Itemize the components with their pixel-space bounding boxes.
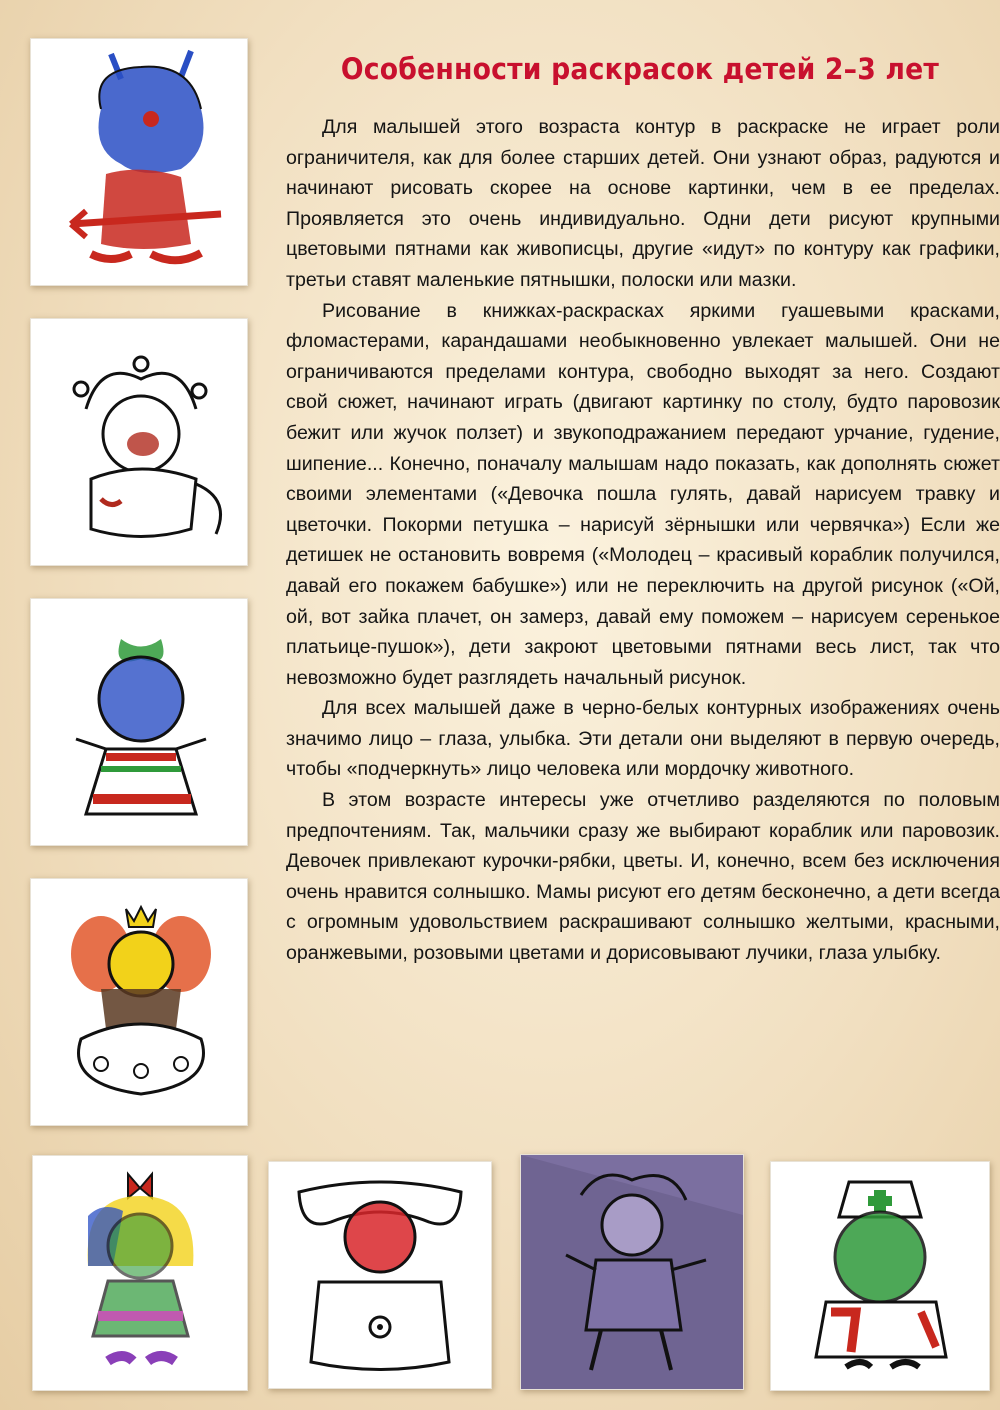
illustration-card-jester xyxy=(30,318,248,566)
paragraph: Рисование в книжках-раскрасках яркими гуашевыми красками, фломастерами, карандашами необыкновенно увлекает малышей. Они не ограничиваются пределами контура, свободно выходят за него. Создают свой сюжет, начинают играть (двигают картинку по столу, будто паровозик бежит или жучок ползет) и звукоподражанием передают урчание, гудение, шипение... Конечно, поначалу малышам надо показать, как дополнять сюжет своими элементами («Девочка пошла гулять, давай нарисуем травку и цветочки. Покорми петушка – нарисуй зёрнышки или червячка») Если же детишек не остановить вовремя («Молодец – красивый кораблик получился, давай его покажем бабушке») или не переключить на другой рисунок («Ой, ой, вот зайка плачет, он замерз, давай ему поможем – нарисуем серенькое платьице-пушок»), дети закроют цветовыми пятнами весь лист, так что невозможно будет разглядеть начальный рисунок. xyxy=(286,299,1000,689)
illustration-card-clown-painted xyxy=(520,1154,744,1390)
paragraph: Для всех малышей даже в черно-белых контурных изображениях очень значимо лицо – глаза, улыбка. Эти детали они выделяют в первую очередь, чтобы «подчеркнуть» лицо человека или мордочку животного. xyxy=(286,697,1000,781)
paragraph: Для малышей этого возраста контур в раскраске не играет роли ограничителя, как для более старших детей. Они узнают образ, радуются и начинают рисовать скорее на основе картинки, чем в ее пределах. Проявляется это очень индивидуально. Одни дети рисуют крупными цветовыми пятнами как живописцы, другие «идут» по контуру как графики, третьи ставят маленькие пятнышки, полоски или мазки. xyxy=(286,116,1000,291)
illustration-card-doctor xyxy=(770,1161,990,1391)
illustration-card-devil xyxy=(30,38,248,286)
page-title: Особенности раскрасок детей 2–3 лет xyxy=(340,52,940,86)
doll-drawing-icon xyxy=(33,1156,247,1390)
paragraph: В этом возрасте интересы уже отчетливо разделяются по половым предпочтениям. Так, мальчики сразу же выбирают кораблик или паровозик. Девочек привлекают курочки-рябки, цветы. И, конечно, всем без исключения очень нравится солнышко. Мамы рисуют его детям бесконечно, а дети всегда с огромным удовольствием раскрашивают солнышко желтыми, красными, оранжевыми, розовыми цветами и дорисовывают лучики, глаза улыбку. xyxy=(286,789,1000,965)
jester-drawing-icon xyxy=(31,319,247,565)
clown-jester-drawing-icon xyxy=(269,1162,491,1388)
illustration-card-princess xyxy=(30,878,248,1126)
doctor-drawing-icon xyxy=(771,1162,989,1390)
illustration-card-doll xyxy=(32,1155,248,1391)
princess-drawing-icon xyxy=(31,879,247,1125)
article-body xyxy=(286,112,1000,969)
illustration-card-clown-jester xyxy=(268,1161,492,1389)
devil-drawing-icon xyxy=(31,39,247,285)
clown-drawing-icon xyxy=(521,1155,743,1389)
girl-drawing-icon xyxy=(31,599,247,845)
illustration-card-girl xyxy=(30,598,248,846)
